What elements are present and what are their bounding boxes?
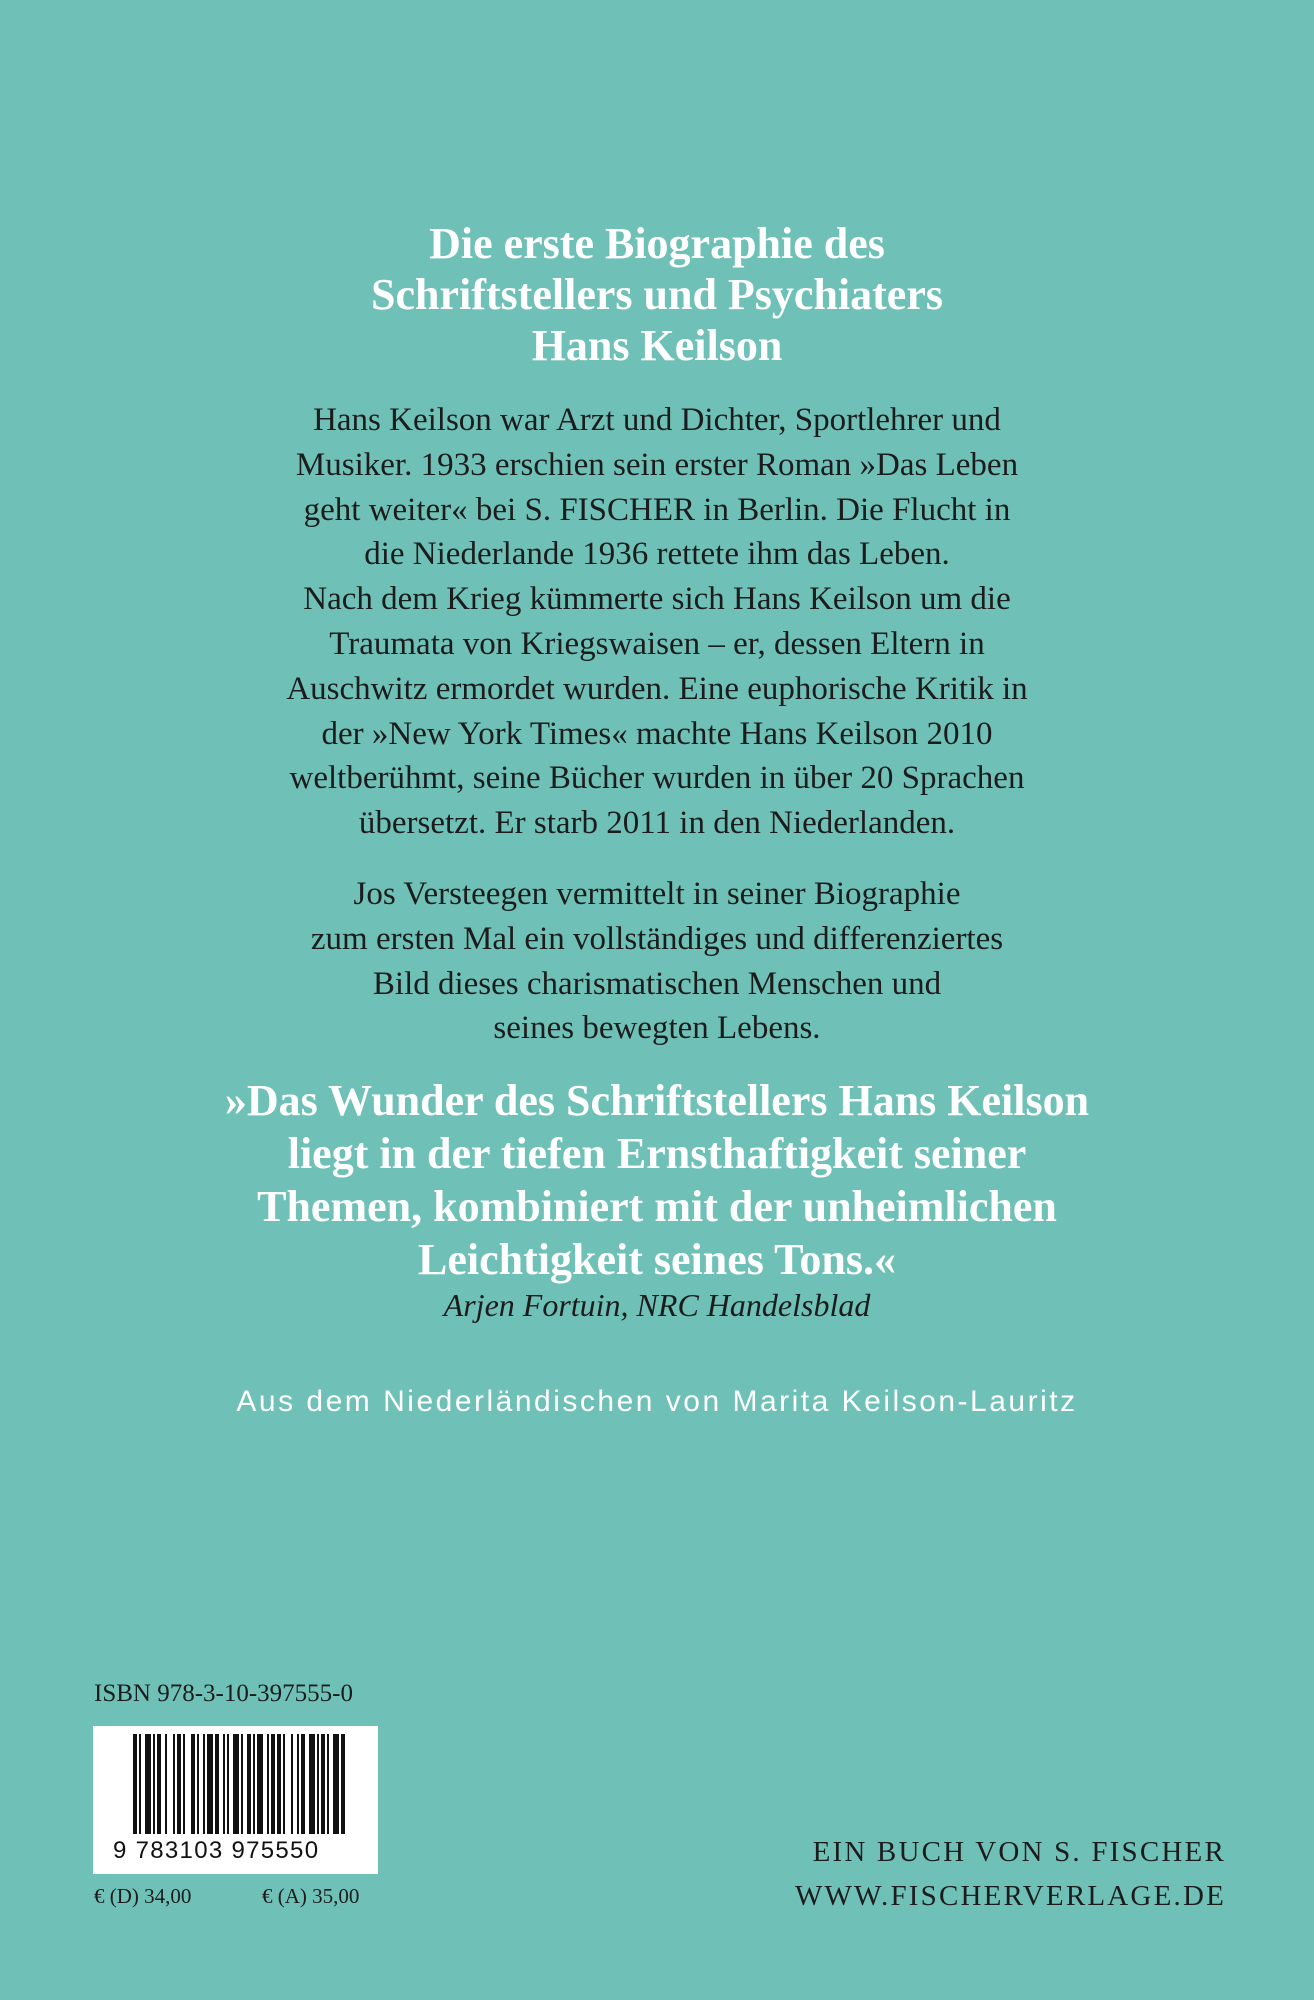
text-line: geht weiter« bei S. FISCHER in Berlin. Die Flucht in	[303, 491, 1011, 528]
barcode-bar	[177, 1734, 181, 1834]
barcode-bar	[257, 1734, 263, 1834]
barcode-bar	[301, 1734, 305, 1834]
description-paragraph-2	[0, 872, 1314, 1051]
barcode-bar	[223, 1734, 225, 1834]
text-line: Jos Versteegen vermittelt in seiner Biographie	[353, 876, 961, 912]
barcode-bar	[283, 1734, 285, 1834]
text-line: Nach dem Krieg kümmerte sich Hans Keilson um die	[303, 581, 1011, 618]
attribution-text: Arjen Fortuin, NRC Handelsblad	[443, 1287, 871, 1323]
barcode-bar	[157, 1734, 161, 1834]
barcode-bar	[247, 1734, 251, 1834]
publisher-block	[795, 1830, 1226, 1918]
headline-line: Schriftstellers und Psychiaters	[371, 270, 943, 319]
text-line: weltberühmt, seine Bücher wurden in über 20 Sprachen	[289, 760, 1025, 797]
isbn-label: ISBN 978-3-10-397555-0	[94, 1680, 354, 1707]
barcode-bar	[153, 1734, 155, 1834]
quote-line: »Das Wunder des Schriftstellers Hans Keilson	[224, 1076, 1090, 1125]
text-line: zum ersten Mal ein vollständiges und differenziertes	[310, 920, 1004, 957]
publisher-line: EIN BUCH VON S. FISCHER	[812, 1836, 1226, 1868]
text-line: die Niederlande 1936 rettete ihm das Leben.	[364, 536, 950, 573]
barcode-bar	[197, 1734, 199, 1834]
barcode-bar	[297, 1734, 299, 1834]
barcode-bar	[277, 1734, 281, 1834]
barcode-bar	[183, 1734, 185, 1834]
headline-line: Die erste Biographie des	[429, 219, 885, 268]
text-line: der »New York Times« machte Hans Keilson 2010	[321, 715, 993, 752]
barcode-bar	[291, 1734, 293, 1834]
text-line: Bild dieses charismatischen Menschen und	[372, 965, 942, 1002]
quote-line: Themen, kombiniert mit der unheimlichen	[257, 1182, 1057, 1231]
barcode-bar	[165, 1734, 167, 1834]
price-austria: € (A) 35,00	[262, 1884, 360, 1908]
barcode-bar	[207, 1734, 213, 1834]
price-germany: € (D) 34,00	[94, 1884, 192, 1908]
barcode-bar	[341, 1734, 345, 1834]
text-line: seines bewegten Lebens.	[493, 1010, 821, 1047]
description-paragraph-1	[0, 398, 1314, 846]
barcode-bar	[317, 1734, 319, 1834]
quote-line: liegt in der tiefen Ernsthaftigkeit seiner	[287, 1129, 1027, 1178]
barcode-bar	[173, 1734, 175, 1834]
barcode-bar	[191, 1734, 195, 1834]
headline-line: Hans Keilson	[531, 321, 783, 370]
press-quote	[0, 1074, 1314, 1286]
text-line: Musiker. 1933 erschien sein erster Roman »Das Leben	[295, 446, 1019, 483]
barcode-bar	[333, 1734, 339, 1834]
text-line: Hans Keilson war Arzt und Dichter, Sportlehrer und	[313, 402, 1001, 438]
barcode-bar	[139, 1734, 141, 1834]
text-line: Auschwitz ermordet wurden. Eine euphorische Kritik in	[286, 670, 1028, 707]
quote-attribution	[0, 1285, 1314, 1325]
barcode-number: 9 783103 975550	[113, 1837, 320, 1864]
barcode-bar	[327, 1734, 329, 1834]
text-line: übersetzt. Er starb 2011 in den Niederlanden.	[358, 805, 956, 842]
publisher-url: WWW.FISCHERVERLAGE.DE	[794, 1880, 1226, 1912]
text-line: Traumata von Kriegswaisen – er, dessen Eltern in	[329, 625, 985, 662]
barcode-bar	[133, 1734, 137, 1834]
barcode-bar	[321, 1734, 325, 1834]
barcode-bar	[267, 1734, 269, 1834]
barcode-bar	[145, 1734, 151, 1834]
barcode	[93, 1726, 378, 1874]
barcode-bar	[271, 1734, 275, 1834]
barcode-bar	[253, 1734, 255, 1834]
barcode-bar	[241, 1734, 243, 1834]
barcode-bar	[227, 1734, 229, 1834]
quote-line: Leichtigkeit seines Tons.«	[418, 1235, 896, 1284]
barcode-bar	[309, 1734, 315, 1834]
barcode-bar	[203, 1734, 205, 1834]
headline	[0, 218, 1314, 371]
translator-note: Aus dem Niederländischen von Marita Keilson-Lauritz	[236, 1385, 1078, 1418]
barcode-bar	[233, 1734, 239, 1834]
barcode-bar	[215, 1734, 219, 1834]
